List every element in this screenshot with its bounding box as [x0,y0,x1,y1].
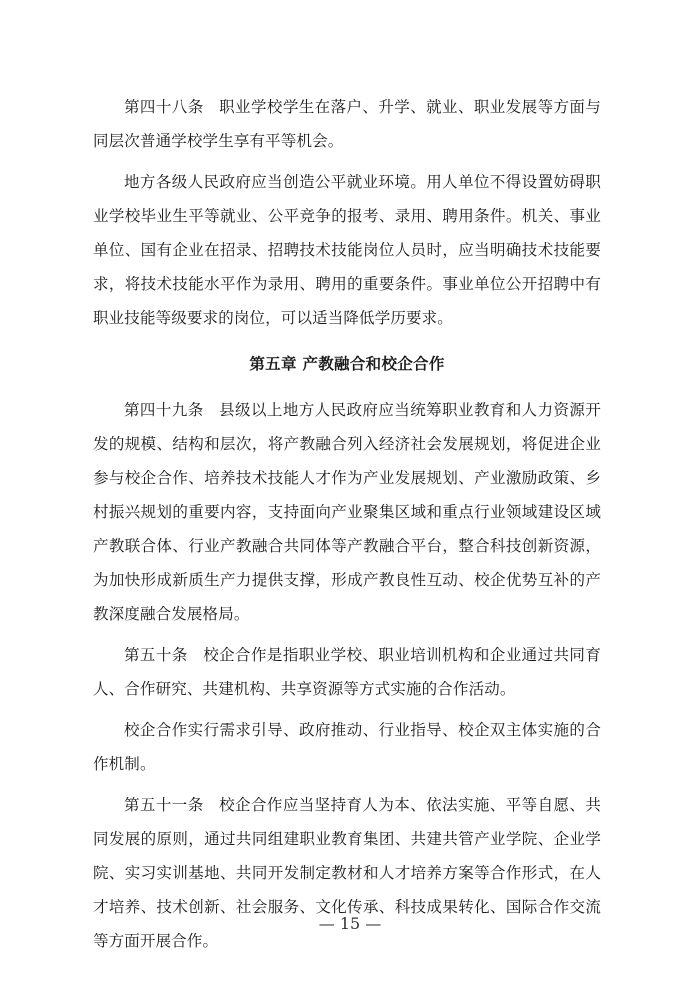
paragraph-article-48 [93,90,601,158]
article-text: 校企合作应当坚持育人为本、依法实施、平等自愿、共同发展的原则，通过共同组建职业教育集团、共建共管产业学院、企业学院、实习实训基地、共同开发制定教材和人才培养方案等合作形式，在人才培养、技术创新、社会服务、文化传承、科技成果转化、国际合作交流等方面开展合作。 [93,796,601,950]
chapter-title: 第五章 产教融合和校企合作 [249,355,445,373]
article-text: 县级以上地方人民政府应当统筹职业教育和人力资源开发的规模、结构和层次，将产教融合列入经济社会发展规划，将促进企业参与校企合作、培养技术技能人才作为产业发展规划、产业激励政策、乡村振兴规划的重要内容，支持面向产业聚集区域和重点行业领域建设区域产教联合体、行业产教融合共同体等产教融合平台，整合科技创新资源，为加快形成新质生产力提供支撑，形成产教良性互动、校企优势互补的产教深度融合发展格局。 [93,401,601,623]
document-body [93,90,601,965]
article-number: 第四十八条 [124,98,204,116]
article-number: 第五十条 [124,646,188,664]
article-text: 职业学校学生在落户、升学、就业、职业发展等方面与同层次普通学校学生享有平等机会。 [93,98,601,150]
article-number: 第四十九条 [124,401,204,419]
paragraph-cooperation-mechanism [93,713,601,781]
article-text: 校企合作是指职业学校、职业培训机构和企业通过共同育人、合作研究、共建机构、共享资源等方式实施的合作活动。 [93,646,601,698]
page-number: — 15 — [318,914,382,933]
paragraph-article-49 [93,393,601,631]
article-number: 第五十一条 [124,796,204,814]
paragraph-text: 校企合作实行需求引导、政府推动、行业指导、校企双主体实施的合作机制。 [93,721,601,773]
paragraph-text: 地方各级人民政府应当创造公平就业环境。用人单位不得设置妨碍职业学校毕业生平等就业、公平竞争的报考、录用、聘用条件。机关、事业单位、国有企业在招录、招聘技术技能岗位人员时，应当明确技术技能要求，将技术技能水平作为录用、聘用的重要条件。事业单位公开招聘中有职业技能等级要求的岗位，可以适当降低学历要求。 [93,173,601,327]
paragraph-employment-environment [93,165,601,335]
paragraph-article-50 [93,638,601,706]
